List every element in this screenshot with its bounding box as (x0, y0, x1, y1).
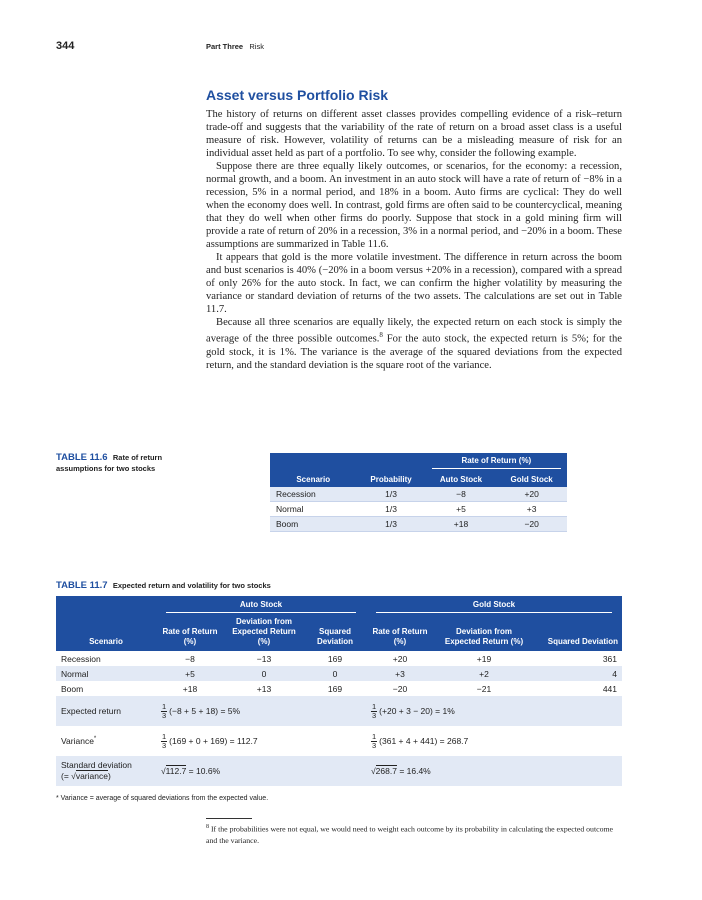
table-cell: +18 (426, 517, 497, 532)
column-header: Rate of Return (%) (156, 616, 224, 651)
table-cell (366, 726, 622, 756)
table-label: TABLE 11.6 (56, 452, 108, 463)
paragraph-text: Because all three scenarios are equally likely, the expected return on each stock is simply the average of the three possible outcomes. (206, 317, 622, 345)
table-cell (156, 696, 366, 726)
column-group-header: Gold Stock (376, 600, 612, 613)
table-cell: 4 (534, 666, 622, 681)
column-header: Gold Stock (496, 471, 567, 487)
column-header: Auto Stock (426, 471, 497, 487)
footnote-marker: 8 (206, 824, 209, 830)
fraction: $\frac{1}{3}$ (372, 731, 377, 750)
table-cell: 441 (602, 683, 617, 694)
expected-return-volatility-table (56, 596, 622, 786)
table-cell: +19 (476, 653, 492, 664)
table-row (56, 696, 622, 726)
formula: (169 + 0 + 169) = 112.7 (169, 735, 258, 746)
column-group-header: Auto Stock (166, 600, 356, 613)
table-cell: √268.7 = 16.4% (366, 756, 622, 786)
column-header: Deviation from Expected Return (%) (434, 616, 534, 651)
paragraph-text: For the auto stock, the expected return is 5%; for the gold stock, it is 1%. The variance is the average of the squared deviations from the expected return, and the standard deviation is the square root of the variance. (206, 333, 622, 371)
fraction: $\frac{1}{3}$ (372, 701, 377, 720)
table-cell: +2 (434, 666, 534, 681)
footnote-divider (206, 818, 252, 819)
fraction: $\frac{1}{3}$ (162, 731, 167, 750)
table-cell: 361 (602, 653, 617, 664)
table-cell: +5 (426, 502, 497, 517)
column-header: Scenario (56, 616, 156, 651)
table-note: * Variance = average of squared deviations from the expected value. (56, 795, 269, 802)
table-cell: Expected return (56, 696, 156, 726)
table-cell: −13 (256, 653, 272, 664)
table-cell: 0 (304, 666, 366, 681)
table-cell: 1/3 (356, 517, 425, 532)
table-caption (56, 580, 271, 591)
table-cell (156, 726, 366, 756)
table-cell: +5 (156, 666, 224, 681)
table-caption-text: Rate of return assumptions for two stocks (56, 453, 163, 473)
table-cell: √112.7 = 10.6% (156, 756, 366, 786)
table-cell: 169 (327, 653, 343, 664)
paragraph: It appears that gold is the more volatile investment. The difference in return across the boom and bust scenarios is 40% (−20% in a boom versus +20% in a recession), compared with a spread of only 26% for the auto stock. In fact, we can confirm the higher volatility by measuring the variance or standard deviation of returns of the two assets. The calculations are set out in Table 11.7. (206, 252, 622, 315)
table-cell: Boom (270, 517, 356, 532)
table-cell: −8 (426, 487, 497, 502)
table-cell: −20 (392, 683, 408, 694)
table-row (56, 681, 622, 696)
paragraph (206, 316, 622, 372)
table-cell: Standard deviation (= √variance) (56, 756, 156, 786)
rate-of-return-table (270, 453, 567, 532)
paragraph: Suppose there are three equally likely outcomes, or scenarios, for the economy: a recession, normal growth, and a boom. An investment in an auto stock will have a rate of return of −8% in a recession, 5% in a normal period, and 18% in a boom. Auto firms are cyclical: They do well when the economy does well. In contrast, gold firms are often said to be countercyclical, meaning that they do well when other firms do poorly. Suppose that stock in a gold mining firm will provide a rate of return of 20% in a recession, 3% in a normal period, and −20% in a boom. These assumptions are summarized in Table 11.6. (206, 161, 622, 250)
fraction: $\frac{1}{3}$ (162, 701, 167, 720)
formula: (361 + 4 + 441) = 268.7 (379, 735, 469, 746)
table-cell: Recession (270, 487, 356, 502)
formula: (−8 + 5 + 18) = 5% (169, 705, 241, 716)
footnote-text: If the probabilities were not equal, we would need to weight each outcome by its probability in calculating the expected outcome and the variance. (206, 824, 614, 845)
column-header: Probability (356, 471, 425, 487)
table-cell: −8 (185, 653, 195, 664)
table-label: TABLE 11.7 (56, 580, 108, 591)
table-row (270, 502, 567, 517)
table-caption (56, 452, 186, 474)
running-head-title: Risk (249, 42, 264, 51)
table-cell: 1/3 (356, 487, 425, 502)
table-row (270, 487, 567, 502)
table-cell: 169 (327, 683, 343, 694)
table-cell: Recession (61, 653, 101, 664)
column-header: Squared Deviation (534, 616, 622, 651)
formula: (+20 + 3 − 20) = 1% (379, 705, 455, 716)
table-caption-text: Expected return and volatility for two stocks (112, 581, 271, 590)
table-cell: Normal (56, 666, 156, 681)
running-head (206, 42, 264, 51)
table-cell: +3 (366, 666, 434, 681)
table-cell: 0 (224, 666, 304, 681)
table-row (56, 726, 622, 756)
footnote-ref: 8 (379, 331, 383, 339)
table-cell: +20 (392, 653, 408, 664)
table-cell: Variance* (61, 736, 97, 746)
table-cell: 1/3 (356, 502, 425, 517)
column-header: Rate of Return (%) (366, 616, 434, 651)
table-row (56, 666, 622, 681)
table-cell: +3 (496, 502, 567, 517)
table-cell: +13 (256, 683, 272, 694)
table-cell: −21 (476, 683, 492, 694)
footnote (206, 822, 622, 846)
table-cell: −20 (496, 517, 567, 532)
table-cell: Normal (270, 502, 356, 517)
table-row (56, 651, 622, 666)
section-title: Asset versus Portfolio Risk (206, 87, 389, 103)
page-number: 344 (56, 40, 75, 52)
table-cell: Boom (61, 683, 84, 694)
paragraph: The history of returns on different asset classes provides compelling evidence of a risk–return trade-off and suggests that the variability of the rate of return on a broad asset class is a useful measure of risk. However, volatility of returns can be a misleading measure of risk for an individual asset held as part of a portfolio. To see why, consider the following example. (206, 109, 622, 159)
table-row (56, 756, 622, 786)
table-cell: +18 (182, 683, 198, 694)
body-text (206, 108, 622, 372)
column-header: Deviation from Expected Return (%) (224, 616, 304, 651)
table-row (270, 517, 567, 532)
column-header: Scenario (270, 471, 356, 487)
running-head-part: Part Three (206, 42, 244, 51)
column-group-header: Rate of Return (%) (432, 456, 561, 469)
table-cell (366, 696, 622, 726)
column-header: Squared Deviation (304, 616, 366, 651)
table-cell: +20 (496, 487, 567, 502)
